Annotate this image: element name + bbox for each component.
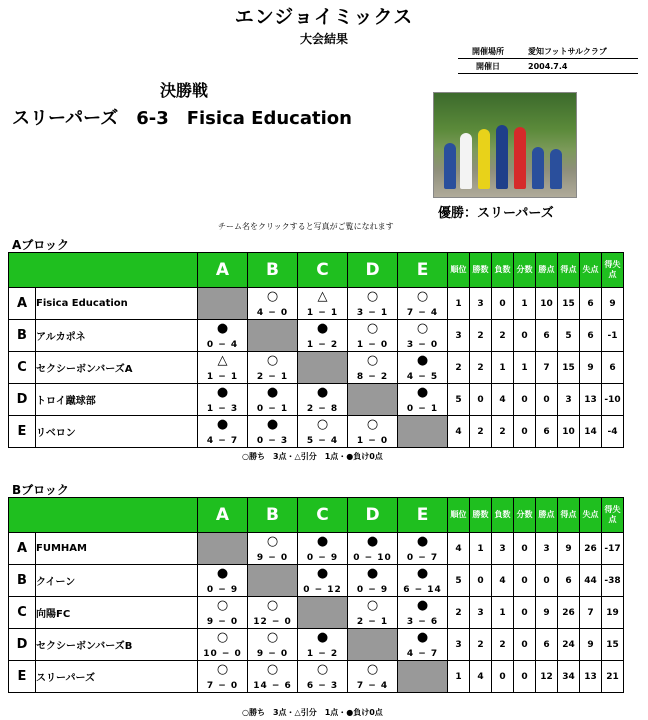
team-name-link[interactable]: クイーン [36, 565, 198, 597]
date-value: 2004.7.4 [528, 61, 568, 71]
match-cell [248, 288, 298, 320]
match-score: 0 − 12 [303, 585, 342, 595]
stat-cell: 3 [470, 288, 492, 320]
stat-cell: 34 [558, 661, 580, 693]
stat-cell: 13 [580, 661, 602, 693]
match-score: 0 − 1 [256, 404, 289, 414]
match-score: 3 − 1 [356, 308, 389, 318]
self-match-cell [298, 352, 348, 384]
match-score: 2 − 1 [256, 372, 289, 382]
match-cell [198, 384, 248, 416]
match-cell [248, 384, 298, 416]
match-score: 3 − 0 [406, 340, 439, 350]
table-row [9, 533, 624, 565]
result-symbol: ○ [366, 289, 379, 304]
stat-header: 勝数 [470, 498, 492, 533]
result-symbol: ○ [316, 662, 329, 677]
match-cell [248, 416, 298, 448]
match-score: 1 − 1 [206, 372, 239, 382]
result-symbol: ○ [366, 353, 379, 368]
table-row [9, 597, 624, 629]
final-label: 決勝戦 [160, 81, 209, 100]
match-cell [248, 533, 298, 565]
stat-header: 勝点 [536, 253, 558, 288]
table-row [9, 661, 624, 693]
result-symbol: ● [316, 534, 329, 549]
stat-header: 順位 [448, 253, 470, 288]
stat-cell: 0 [514, 320, 536, 352]
team-name-link[interactable]: 向陽FC [36, 597, 198, 629]
result-symbol: ● [416, 566, 429, 581]
team-name-link[interactable]: Fisica Education [36, 288, 198, 320]
match-cell [298, 416, 348, 448]
stat-header: 負数 [492, 498, 514, 533]
stat-cell: 2 [470, 352, 492, 384]
result-symbol: ● [416, 534, 429, 549]
table-row [9, 384, 624, 416]
stat-cell: 24 [558, 629, 580, 661]
stat-cell: 7 [580, 597, 602, 629]
column-header-a: A [198, 498, 248, 533]
stat-cell: 6 [536, 320, 558, 352]
block-b-legend: ○勝ち 3点・△引分 1点・●負け0点 [242, 708, 383, 717]
match-score: 9 − 0 [256, 649, 289, 659]
self-match-cell [348, 384, 398, 416]
table-row [9, 416, 624, 448]
result-symbol: ○ [366, 321, 379, 336]
event-info [458, 44, 638, 74]
match-cell [298, 565, 348, 597]
self-match-cell [398, 416, 448, 448]
match-score: 0 − 10 [353, 553, 392, 563]
result-symbol: ● [216, 417, 229, 432]
stat-cell: 0 [514, 565, 536, 597]
result-symbol: ● [266, 417, 279, 432]
click-note: チーム名をクリックすると写真がご覧になれます [218, 222, 394, 231]
stat-cell: 0 [492, 288, 514, 320]
column-header-c: C [298, 253, 348, 288]
table-row [9, 565, 624, 597]
stat-cell: -1 [602, 320, 624, 352]
stat-cell: 2 [448, 352, 470, 384]
team-name-link[interactable]: スリーパーズ [36, 661, 198, 693]
team-letter: D [9, 384, 36, 416]
stat-cell: 0 [514, 597, 536, 629]
match-score: 6 − 14 [403, 585, 442, 595]
stat-cell: 9 [580, 629, 602, 661]
column-header-b: B [248, 498, 298, 533]
venue-row [458, 44, 638, 59]
stat-cell: 2 [448, 597, 470, 629]
match-cell [348, 661, 398, 693]
result-symbol: ● [316, 566, 329, 581]
match-score: 1 − 0 [356, 436, 389, 446]
match-cell [398, 384, 448, 416]
match-score: 7 − 0 [206, 681, 239, 691]
result-symbol: ● [366, 566, 379, 581]
stat-cell: 2 [470, 320, 492, 352]
team-name-link[interactable]: トロイ蹴球部 [36, 384, 198, 416]
stat-cell: 14 [580, 416, 602, 448]
match-cell [348, 352, 398, 384]
match-score: 4 − 0 [256, 308, 289, 318]
match-cell [398, 597, 448, 629]
match-score: 4 − 5 [406, 372, 439, 382]
match-cell [198, 565, 248, 597]
block-b-table [8, 497, 624, 693]
stat-cell: 1 [448, 288, 470, 320]
stat-cell: 4 [492, 565, 514, 597]
match-cell [198, 352, 248, 384]
match-score: 9 − 0 [256, 553, 289, 563]
stat-cell: 3 [470, 597, 492, 629]
result-symbol: ● [416, 630, 429, 645]
result-symbol: ● [416, 353, 429, 368]
result-symbol: ○ [366, 662, 379, 677]
team-letter: A [9, 288, 36, 320]
result-symbol: ○ [416, 321, 429, 336]
match-cell [348, 288, 398, 320]
column-header-a: A [198, 253, 248, 288]
result-symbol: ○ [316, 417, 329, 432]
stat-cell: 1 [492, 597, 514, 629]
stat-cell: 7 [536, 352, 558, 384]
stat-cell: 6 [580, 288, 602, 320]
date-label: 開催日 [476, 61, 500, 71]
match-score: 10 − 0 [203, 649, 242, 659]
team-name-link[interactable]: FUMHAM [36, 533, 198, 565]
column-header-d: D [348, 253, 398, 288]
stat-cell: 3 [448, 629, 470, 661]
match-score: 0 − 3 [256, 436, 289, 446]
stat-cell: 15 [602, 629, 624, 661]
team-letter: C [9, 597, 36, 629]
match-cell [348, 416, 398, 448]
stat-cell: 2 [470, 416, 492, 448]
match-score: 0 − 9 [306, 553, 339, 563]
match-cell [348, 597, 398, 629]
team-letter: D [9, 629, 36, 661]
stat-cell: 5 [448, 565, 470, 597]
stat-header: 得失点 [602, 498, 624, 533]
match-score: 1 − 2 [306, 649, 339, 659]
stat-cell: 1 [514, 352, 536, 384]
result-symbol: ● [266, 385, 279, 400]
result-symbol: ● [366, 534, 379, 549]
column-header-e: E [398, 253, 448, 288]
match-cell [248, 629, 298, 661]
stat-cell: 44 [580, 565, 602, 597]
stat-cell: 13 [580, 384, 602, 416]
match-score: 0 − 7 [406, 553, 439, 563]
match-score: 2 − 1 [356, 617, 389, 627]
final-result: スリーパーズ 6-3 Fisica Education [12, 108, 352, 129]
stat-cell: 4 [448, 533, 470, 565]
match-cell [248, 352, 298, 384]
stat-header: 得点 [558, 253, 580, 288]
stat-cell: 5 [448, 384, 470, 416]
stat-header: 勝数 [470, 253, 492, 288]
block-b-title: Bブロック [12, 483, 69, 497]
stat-cell: 26 [580, 533, 602, 565]
stat-cell: -4 [602, 416, 624, 448]
match-cell [198, 629, 248, 661]
result-symbol: ● [216, 566, 229, 581]
match-score: 5 − 4 [306, 436, 339, 446]
stat-cell: 0 [514, 629, 536, 661]
stat-header: 失点 [580, 498, 602, 533]
result-symbol: ○ [366, 598, 379, 613]
self-match-cell [248, 565, 298, 597]
stat-cell: -38 [602, 565, 624, 597]
stat-cell: 0 [492, 661, 514, 693]
self-match-cell [198, 533, 248, 565]
match-score: 1 − 1 [306, 308, 339, 318]
stat-cell: 3 [492, 533, 514, 565]
match-score: 9 − 0 [206, 617, 239, 627]
match-cell [298, 533, 348, 565]
stat-header: 負数 [492, 253, 514, 288]
stat-cell: 1 [514, 288, 536, 320]
match-cell [198, 320, 248, 352]
match-cell [248, 661, 298, 693]
match-score: 4 − 7 [206, 436, 239, 446]
match-score: 1 − 3 [206, 404, 239, 414]
team-letter: A [9, 533, 36, 565]
match-cell [298, 661, 348, 693]
stat-header: 分数 [514, 253, 536, 288]
stat-cell: 2 [492, 629, 514, 661]
column-header-b: B [248, 253, 298, 288]
result-symbol: △ [217, 353, 228, 368]
match-score: 0 − 4 [206, 340, 239, 350]
match-score: 3 − 6 [406, 617, 439, 627]
match-cell [298, 288, 348, 320]
stat-cell: 0 [514, 416, 536, 448]
winner-caption: 優勝：スリーパーズ [438, 206, 554, 221]
stat-cell: 0 [514, 533, 536, 565]
stat-header: 得失点 [602, 253, 624, 288]
result-symbol: ● [416, 598, 429, 613]
header-corner [9, 253, 198, 288]
stat-cell: 1 [492, 352, 514, 384]
match-cell [298, 629, 348, 661]
match-cell [348, 533, 398, 565]
result-symbol: ● [416, 385, 429, 400]
column-header-e: E [398, 498, 448, 533]
match-score: 14 − 6 [253, 681, 292, 691]
match-score: 12 − 0 [253, 617, 292, 627]
match-score: 7 − 4 [356, 681, 389, 691]
stat-cell: 1 [448, 661, 470, 693]
table-row [9, 629, 624, 661]
team-letter: B [9, 320, 36, 352]
result-symbol: △ [317, 289, 328, 304]
result-symbol: ● [316, 630, 329, 645]
match-score: 2 − 8 [306, 404, 339, 414]
venue-value: 愛知フットサルクラブ [528, 46, 607, 56]
stat-cell: 6 [536, 416, 558, 448]
stat-cell: 2 [470, 629, 492, 661]
self-match-cell [198, 288, 248, 320]
team-name-link[interactable]: リベロン [36, 416, 198, 448]
stat-cell: 9 [536, 597, 558, 629]
stat-cell: 10 [558, 416, 580, 448]
stat-cell: 15 [558, 352, 580, 384]
stat-cell: 6 [602, 352, 624, 384]
stat-cell: 4 [492, 384, 514, 416]
result-symbol: ● [216, 385, 229, 400]
self-match-cell [348, 629, 398, 661]
stat-cell: 10 [536, 288, 558, 320]
stat-header: 得点 [558, 498, 580, 533]
stat-cell: 26 [558, 597, 580, 629]
match-score: 0 − 9 [206, 585, 239, 595]
result-symbol: ○ [266, 662, 279, 677]
result-symbol: ○ [266, 353, 279, 368]
self-match-cell [248, 320, 298, 352]
column-header-c: C [298, 498, 348, 533]
stat-cell: 4 [448, 416, 470, 448]
header-corner [9, 498, 198, 533]
stat-cell: 21 [602, 661, 624, 693]
match-score: 4 − 7 [406, 649, 439, 659]
match-score: 6 − 3 [306, 681, 339, 691]
stat-cell: 6 [580, 320, 602, 352]
match-cell [398, 320, 448, 352]
result-symbol: ○ [266, 598, 279, 613]
team-name-link[interactable]: アルカポネ [36, 320, 198, 352]
result-symbol: ○ [266, 289, 279, 304]
stat-cell: 19 [602, 597, 624, 629]
match-cell [398, 565, 448, 597]
stat-header: 失点 [580, 253, 602, 288]
team-name-link[interactable]: セクシーボンバーズA [36, 352, 198, 384]
self-match-cell [298, 597, 348, 629]
stat-cell: 0 [470, 565, 492, 597]
stat-cell: 0 [536, 384, 558, 416]
result-symbol: ○ [216, 662, 229, 677]
result-symbol: ● [216, 321, 229, 336]
stat-cell: 6 [558, 565, 580, 597]
stat-header: 勝点 [536, 498, 558, 533]
match-score: 0 − 1 [406, 404, 439, 414]
match-cell [198, 416, 248, 448]
stat-cell: 4 [470, 661, 492, 693]
match-score: 1 − 2 [306, 340, 339, 350]
block-a-table [8, 252, 624, 448]
page-title: エンジョイミックス [234, 6, 414, 28]
stat-header: 順位 [448, 498, 470, 533]
stat-cell: 0 [514, 661, 536, 693]
stat-cell: 6 [536, 629, 558, 661]
stat-header: 分数 [514, 498, 536, 533]
page-subtitle: 大会結果 [299, 32, 348, 46]
result-symbol: ○ [266, 534, 279, 549]
match-cell [198, 661, 248, 693]
column-header-d: D [348, 498, 398, 533]
match-cell [298, 384, 348, 416]
team-letter: E [9, 416, 36, 448]
result-symbol: ● [316, 321, 329, 336]
team-letter: B [9, 565, 36, 597]
stat-cell: 0 [514, 384, 536, 416]
team-name-link[interactable]: セクシーボンバーズB [36, 629, 198, 661]
block-a-title: Aブロック [12, 238, 70, 252]
result-symbol: ○ [366, 417, 379, 432]
stat-cell: 0 [470, 384, 492, 416]
result-symbol: ○ [216, 630, 229, 645]
stat-cell: 9 [602, 288, 624, 320]
result-symbol: ○ [266, 630, 279, 645]
stat-cell: 3 [558, 384, 580, 416]
match-score: 8 − 2 [356, 372, 389, 382]
match-cell [348, 320, 398, 352]
result-symbol: ○ [216, 598, 229, 613]
stat-cell: -10 [602, 384, 624, 416]
block-a-legend: ○勝ち 3点・△引分 1点・●負け0点 [242, 452, 383, 461]
team-letter: E [9, 661, 36, 693]
match-cell [398, 288, 448, 320]
match-cell [248, 597, 298, 629]
stat-cell: 9 [558, 533, 580, 565]
stat-cell: 0 [536, 565, 558, 597]
stat-cell: 5 [558, 320, 580, 352]
match-score: 1 − 0 [356, 340, 389, 350]
stat-cell: 9 [580, 352, 602, 384]
match-cell [398, 352, 448, 384]
match-cell [198, 597, 248, 629]
venue-label: 開催場所 [472, 46, 504, 56]
table-row [9, 288, 624, 320]
self-match-cell [398, 661, 448, 693]
result-symbol: ○ [416, 289, 429, 304]
match-cell [398, 629, 448, 661]
stat-cell: 12 [536, 661, 558, 693]
match-cell [398, 533, 448, 565]
stat-cell: 1 [470, 533, 492, 565]
table-row [9, 320, 624, 352]
match-score: 0 − 9 [356, 585, 389, 595]
match-score: 7 − 4 [406, 308, 439, 318]
team-letter: C [9, 352, 36, 384]
team-photo[interactable] [433, 92, 577, 198]
result-symbol: ● [316, 385, 329, 400]
match-cell [348, 565, 398, 597]
match-cell [298, 320, 348, 352]
stat-cell: 3 [536, 533, 558, 565]
stat-cell: -17 [602, 533, 624, 565]
stat-cell: 2 [492, 320, 514, 352]
stat-cell: 2 [492, 416, 514, 448]
stat-cell: 15 [558, 288, 580, 320]
table-row [9, 352, 624, 384]
date-row [458, 59, 638, 74]
stat-cell: 3 [448, 320, 470, 352]
